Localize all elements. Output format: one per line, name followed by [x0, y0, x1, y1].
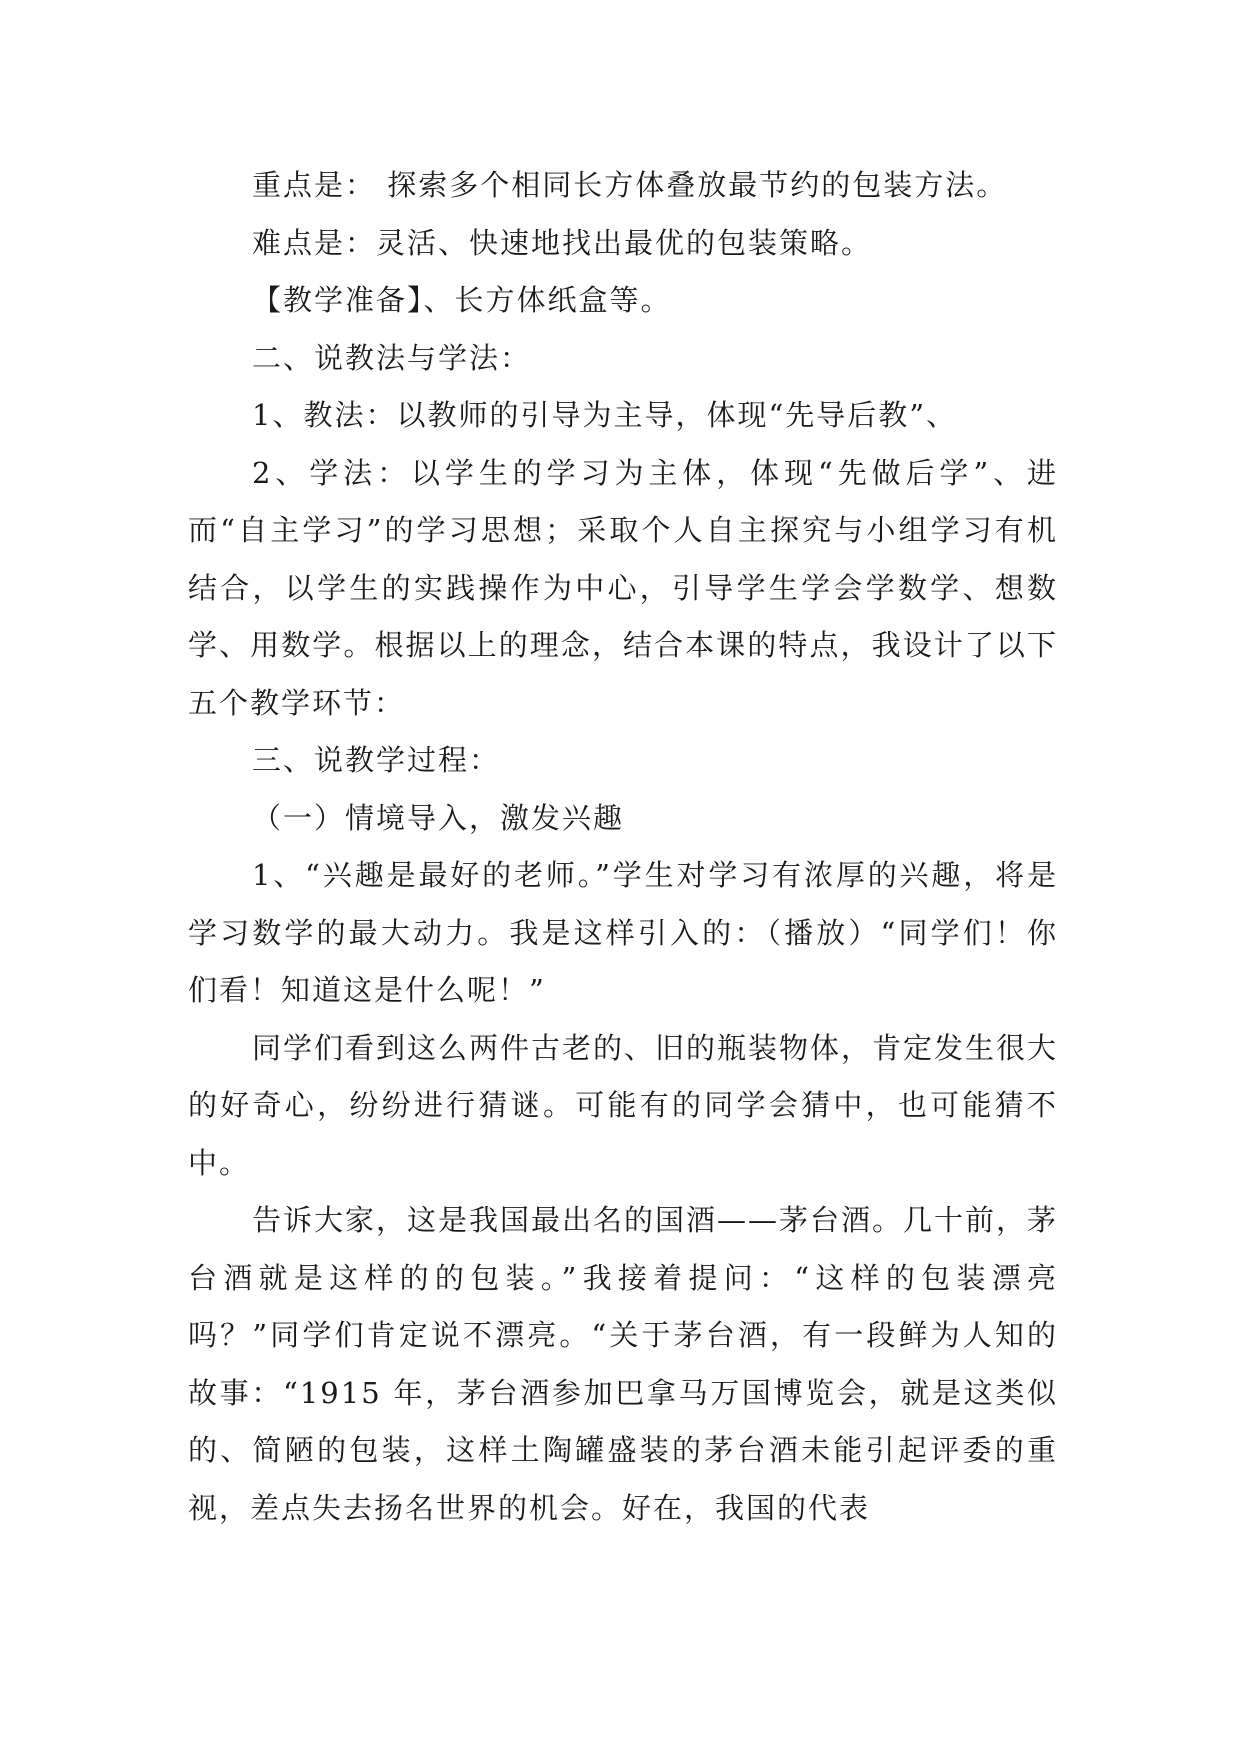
- document-body: [188, 157, 1058, 1537]
- paragraph-interest: 1、“兴趣是最好的老师。”学生对学习有浓厚的兴趣，将是学习数学的最大动力。我是这样引入的：（播放）“同学们！你们看！知道这是什么呢！”: [188, 858, 1058, 1007]
- paragraph-maotai-story: 告诉大家，这是我国最出名的国酒——茅台酒。几十前，茅台酒就是这样的的包装。”我接着提问：“这样的包装漂亮吗？”同学们肯定说不漂亮。“关于茅台酒，有一段鲜为人知的故事：“1915 年，茅台酒参加巴拿马万国博览会，就是这类似的、简陋的包装，这样土陶罐盛装的茅台酒未能引起评委的重视，差点失去扬名世界的机会。好在，我国的代表: [188, 1203, 1059, 1525]
- paragraph-difficult-point: 难点是：灵活、快速地找出最优的包装策略。: [252, 225, 873, 260]
- heading-teaching-process: 三、说教学过程：: [252, 743, 501, 777]
- heading-situation-introduction: （一）情境导入，激发兴趣: [252, 800, 625, 835]
- heading-teaching-methods: 二、说教法与学法：: [252, 340, 532, 375]
- paragraph-teaching-preparation: 【教学准备】、长方体纸盒等。: [252, 283, 672, 317]
- paragraph-curiosity: 同学们看到这么两件古老的、旧的瓶装物体，肯定发生很大的好奇心，纷纷进行猜谜。可能有的同学会猜中，也可能猜不中。: [188, 1030, 1059, 1180]
- paragraph-teaching-method: 1、教法：以教师的引导为主导，体现“先导后教”、: [252, 398, 958, 432]
- paragraph-learning-method: 2、学法：以学生的学习为主体，体现“先做后学”、进而“自主学习”的学习思想；采取个人自主探究与小组学习有机结合，以学生的实践操作为中心，引导学生学会学数学、想数学、用数学。根据以上的理念，结合本课的特点，我设计了以下五个教学环节：: [188, 455, 1058, 720]
- paragraph-key-point: 重点是： 探索多个相同长方体叠放最节约的包装方法。: [252, 168, 1008, 202]
